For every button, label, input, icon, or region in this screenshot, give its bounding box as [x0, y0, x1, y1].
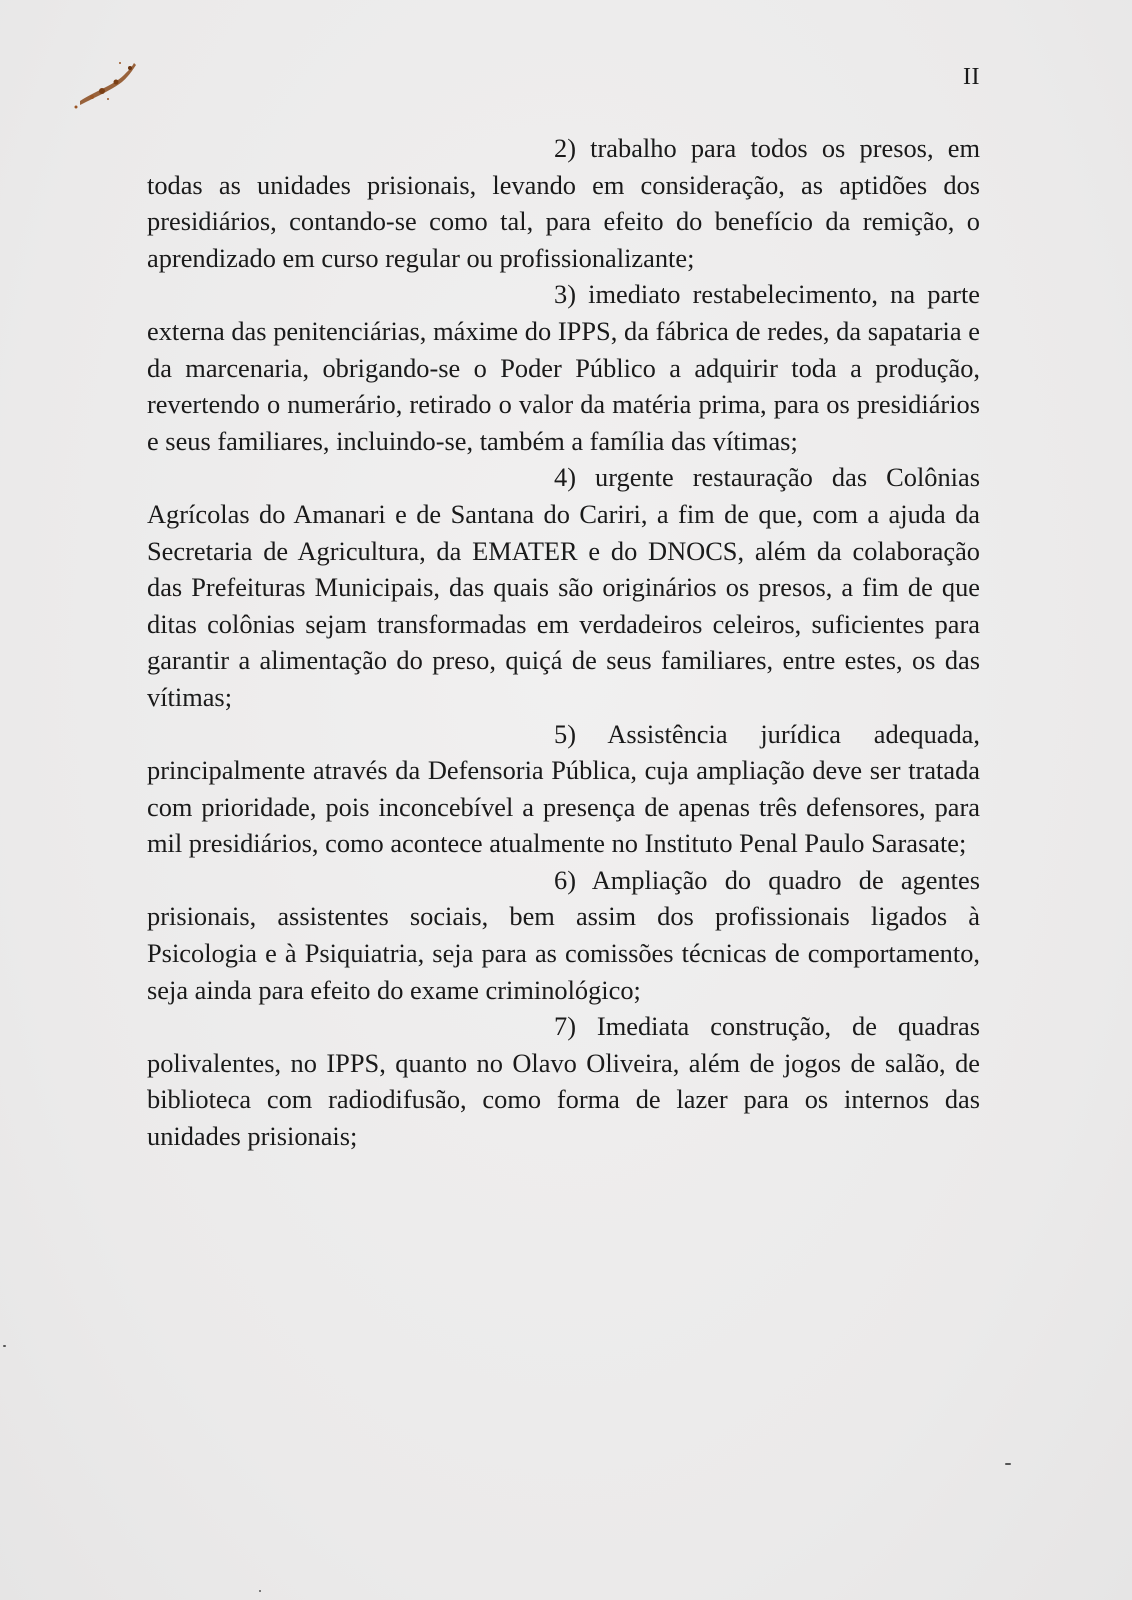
scan-speck [1005, 1463, 1011, 1465]
page-number: II [963, 64, 980, 90]
document-body [147, 130, 980, 1155]
paragraph-item-3: 3) imediato restabelecimento, na parte externa das penitenciárias, máxime do IPPS, da fábrica de redes, da sapataria e da marcenaria, obrigando-se o Poder Público a adquirir toda a produção, revertendo o numerário, retirado o valor da matéria prima, para os presidiários e seus familiares, incluindo-se, também a família das vítimas; [147, 279, 980, 456]
paragraph-item-2: 2) trabalho para todos os presos, em todas as unidades prisionais, levando em consideração, as aptidões dos presidiários, contando-se como tal, para efeito do benefício da remição, o aprendizado em curso regular ou profissionalizante; [147, 133, 980, 273]
paragraph-item-5: 5) Assistência jurídica adequada, principalmente através da Defensoria Pública, cuja ampliação deve ser tratada com prioridade, pois inconcebível a presença de apenas três defensores, para mil presidiários, como acontece atualmente no Instituto Penal Paulo Sarasate; [147, 718, 980, 859]
ink-stain-mark [72, 55, 142, 115]
paragraph-item-6: 6) Ampliação do quadro de agentes prisionais, assistentes sociais, bem assim dos profissionais ligados à Psicologia e à Psiquiatria, seja para as comissões técnicas de comportamento, seja ainda para efeito do exame criminológico; [147, 864, 980, 1005]
scan-speck [3, 1345, 6, 1347]
scan-speck [259, 1590, 261, 1592]
paragraph-item-7: 7) Imediata construção, de quadras polivalentes, no IPPS, quanto no Olavo Oliveira, além de jogos de salão, de biblioteca com radiodifusão, como forma de lazer para os internos das unidades prisionais; [147, 1011, 980, 1152]
paragraph-item-4: 4) urgente restauração das Colônias Agrícolas do Amanari e de Santana do Cariri, a fim de que, com a ajuda da Secretaria de Agricultura, da EMATER e do DNOCS, além da colaboração das Prefeituras Municipais, das quais são originários os presos, a fim de que ditas colônias sejam transformadas em verdadeiros celeiros, suficientes para garantir a alimentação do preso, quiçá de seus familiares, entre estes, os das vítimas; [147, 462, 980, 712]
